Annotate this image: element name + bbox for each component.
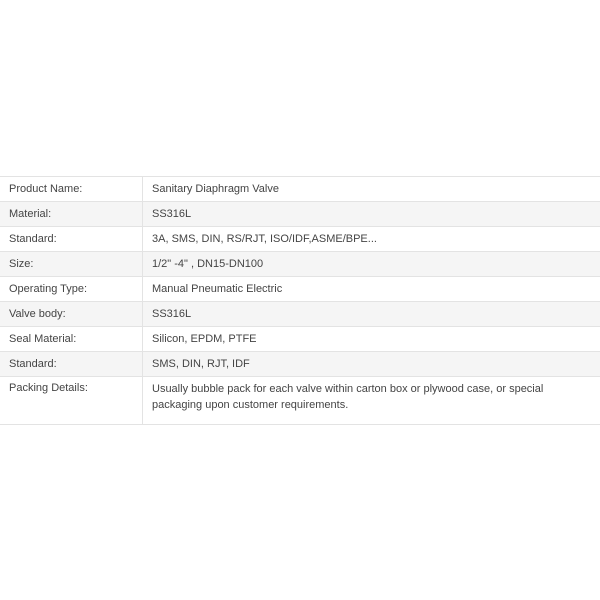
spec-value: Silicon, EPDM, PTFE [152, 333, 257, 345]
spec-row-size [0, 252, 600, 277]
spec-row-valve-body [0, 302, 600, 327]
spec-row-seal-material [0, 327, 600, 352]
spec-label: Seal Material: [0, 327, 143, 352]
spec-label: Size: [0, 252, 143, 277]
spec-value: Manual Pneumatic Electric [152, 283, 283, 295]
spec-label: Packing Details: [0, 377, 143, 425]
spec-row-standard [0, 227, 600, 252]
spec-label: Standard: [0, 227, 143, 252]
spec-value: SS316L [152, 208, 192, 220]
spec-value: Usually bubble pack for each valve within carton box or plywood case, or special packaging upon customer requirements. [152, 383, 544, 411]
spec-label: Standard: [0, 352, 143, 377]
spec-label: Product Name: [0, 177, 143, 202]
spec-value: SS316L [152, 308, 192, 320]
spec-label: Operating Type: [0, 277, 143, 302]
spec-label: Valve body: [0, 302, 143, 327]
spec-label: Material: [0, 202, 143, 227]
spec-value: 3A, SMS, DIN, RS/RJT, ISO/IDF,ASME/BPE... [152, 233, 377, 245]
spec-value: SMS, DIN, RJT, IDF [152, 358, 250, 370]
spec-row-material [0, 202, 600, 227]
spec-row-packing-details [0, 377, 600, 425]
spec-row-product-name [0, 177, 600, 202]
spec-row-standard-2 [0, 352, 600, 377]
spec-value: 1/2" -4" , DN15-DN100 [152, 258, 264, 270]
spec-value: Sanitary Diaphragm Valve [152, 183, 279, 195]
product-spec-table [0, 176, 600, 425]
spec-row-operating-type [0, 277, 600, 302]
